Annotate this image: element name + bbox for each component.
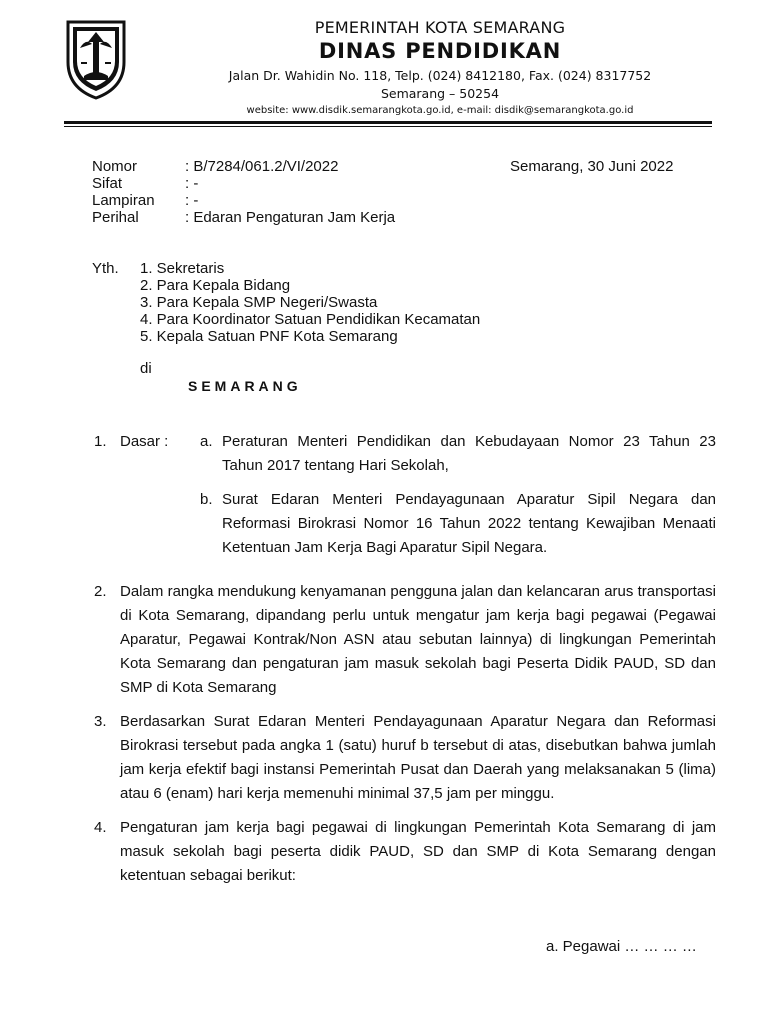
- perihal-label: Perihal: [92, 209, 139, 226]
- next-section-note: a. Pegawai … … … …: [546, 938, 697, 955]
- letterhead-thin-rule: [64, 126, 712, 127]
- city-emblem-logo: [64, 18, 128, 100]
- sifat-value: : -: [185, 175, 199, 192]
- dasar-label: Dasar :: [120, 433, 169, 450]
- letter-body: [94, 430, 716, 898]
- recipient-list: [140, 260, 480, 345]
- paragraph-number: 3.: [94, 713, 107, 730]
- agency-city-postal: Semarang – 50254: [380, 86, 500, 101]
- agency-name: DINAS PENDIDIKAN: [318, 39, 562, 63]
- nomor-value: : B/7284/061.2/VI/2022: [185, 158, 339, 175]
- recipient-item: 2. Para Kepala Bidang: [140, 277, 291, 294]
- agency-website-email: website: www.disdik.semarangkota.go.id, e-mail: disdik@semarangkota.go.id: [246, 105, 634, 116]
- letterhead-thick-rule: [64, 121, 712, 124]
- recipient-city: SEMARANG: [188, 378, 302, 394]
- agency-address: Jalan Dr. Wahidin No. 118, Telp. (024) 8412180, Fax. (024) 8317752: [228, 68, 652, 83]
- paragraph-1: [94, 430, 716, 570]
- paragraph-number: 2.: [94, 583, 107, 600]
- lampiran-label: Lampiran: [92, 192, 155, 209]
- recipient-item: 1. Sekretaris: [140, 260, 225, 277]
- sifat-label: Sifat: [92, 175, 123, 192]
- lampiran-value: : -: [185, 192, 199, 209]
- nomor-label: Nomor: [92, 158, 138, 175]
- recipient-item: 3. Para Kepala SMP Negeri/Swasta: [140, 294, 378, 311]
- recipient-salutation: Yth.: [92, 260, 119, 277]
- paragraph-2: [94, 580, 716, 700]
- paragraph-number: 4.: [94, 819, 107, 836]
- letterhead: [190, 18, 690, 116]
- perihal-value: : Edaran Pengaturan Jam Kerja: [185, 209, 396, 226]
- list-letter: a.: [200, 433, 213, 450]
- letter-date: Semarang, 30 Juni 2022: [510, 158, 674, 175]
- paragraph-4: [94, 816, 716, 888]
- dasar-item-b: Surat Edaran Menteri Pendayagunaan Aparatur Sipil Negara dan Reformasi Birokrasi Nomor 16 Tahun 2022 tentang Kewajiban Menaati Ketentuan Jam Kerja Bagi Aparatur Sipil Negara.: [222, 491, 716, 556]
- recipient-item: 4. Para Koordinator Satuan Pendidikan Kecamatan: [140, 311, 481, 328]
- dasar-list: [200, 430, 716, 570]
- list-letter: b.: [200, 491, 213, 508]
- paragraph-text: Pengaturan jam kerja bagi pegawai di lingkungan Pemerintah Kota Semarang di jam masuk sekolah bagi peserta didik PAUD, SD dan SMP di Kota Semarang dengan ketentuan sebagai berikut:: [120, 819, 716, 884]
- paragraph-text: Dalam rangka mendukung kenyamanan pengguna jalan dan kelancaran arus transportasi di Kota Semarang, dipandang perlu untuk mengatur jam kerja bagi pegawai (Pegawai Aparatur, Pegawai Kontrak/Non ASN atau sebutan lainnya) di lingkungan Pemerintah Kota Semarang dan pengaturan jam masuk sekolah bagi Peserta Didik PAUD, SD dan SMP di Kota Semarang: [120, 583, 716, 696]
- paragraph-number: 1.: [94, 433, 107, 450]
- paragraph-3: [94, 710, 716, 806]
- government-name: PEMERINTAH KOTA SEMARANG: [314, 18, 566, 37]
- dasar-item-a: Peraturan Menteri Pendidikan dan Kebudayaan Nomor 23 Tahun 23 Tahun 2017 tentang Hari Sekolah,: [222, 433, 716, 474]
- letter-meta: [92, 158, 395, 226]
- recipient-di: di: [140, 360, 152, 377]
- recipient-item: 5. Kepala Satuan PNF Kota Semarang: [140, 328, 398, 345]
- paragraph-text: Berdasarkan Surat Edaran Menteri Pendayagunaan Aparatur Negara dan Reformasi Birokrasi tersebut pada angka 1 (satu) huruf b tersebut di atas, disebutkan bahwa jumlah jam kerja efektif bagi instansi Pemerintah Pusat dan Daerah yang melaksanakan 5 (lima) atau 6 (enam) hari kerja memenuhi minimal 37,5 jam per minggu.: [120, 713, 716, 802]
